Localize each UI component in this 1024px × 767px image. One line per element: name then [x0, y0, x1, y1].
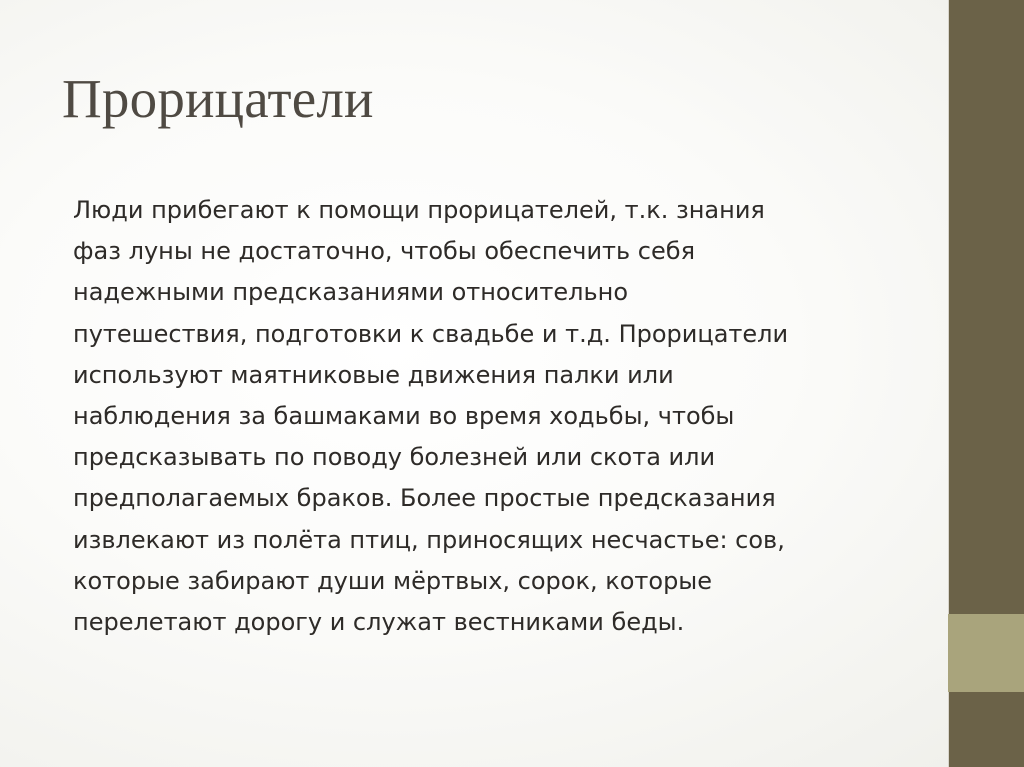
body-line: предполагаемых браков. Более простые предсказания	[73, 484, 776, 513]
body-line: фаз луны не достаточно, чтобы обеспечить себя	[73, 237, 696, 266]
sidebar-accent-block	[948, 614, 1024, 692]
body-line: перелетают дорогу и служат вестниками беды.	[73, 608, 685, 637]
body-line: предсказывать по поводу болезней или скота или	[73, 443, 716, 472]
body-line: которые забирают души мёртвых, сорок, которые	[73, 566, 713, 595]
slide-body-text	[73, 190, 873, 643]
body-line: Люди прибегают к помощи прорицателей, т.к. знания	[73, 196, 765, 224]
body-line: используют маятниковые движения палки или	[73, 360, 674, 389]
body-line: надежными предсказаниями относительно	[73, 278, 628, 307]
slide-title: Прорицатели	[62, 68, 374, 129]
body-line: извлекают из полёта птиц, приносящих несчастье: сов,	[73, 525, 785, 554]
decorative-sidebar	[948, 0, 1024, 767]
body-line: путешествия, подготовки к свадьбе и т.д. Прорицатели	[73, 319, 789, 348]
body-line: наблюдения за башмаками во время ходьбы, чтобы	[73, 402, 735, 431]
